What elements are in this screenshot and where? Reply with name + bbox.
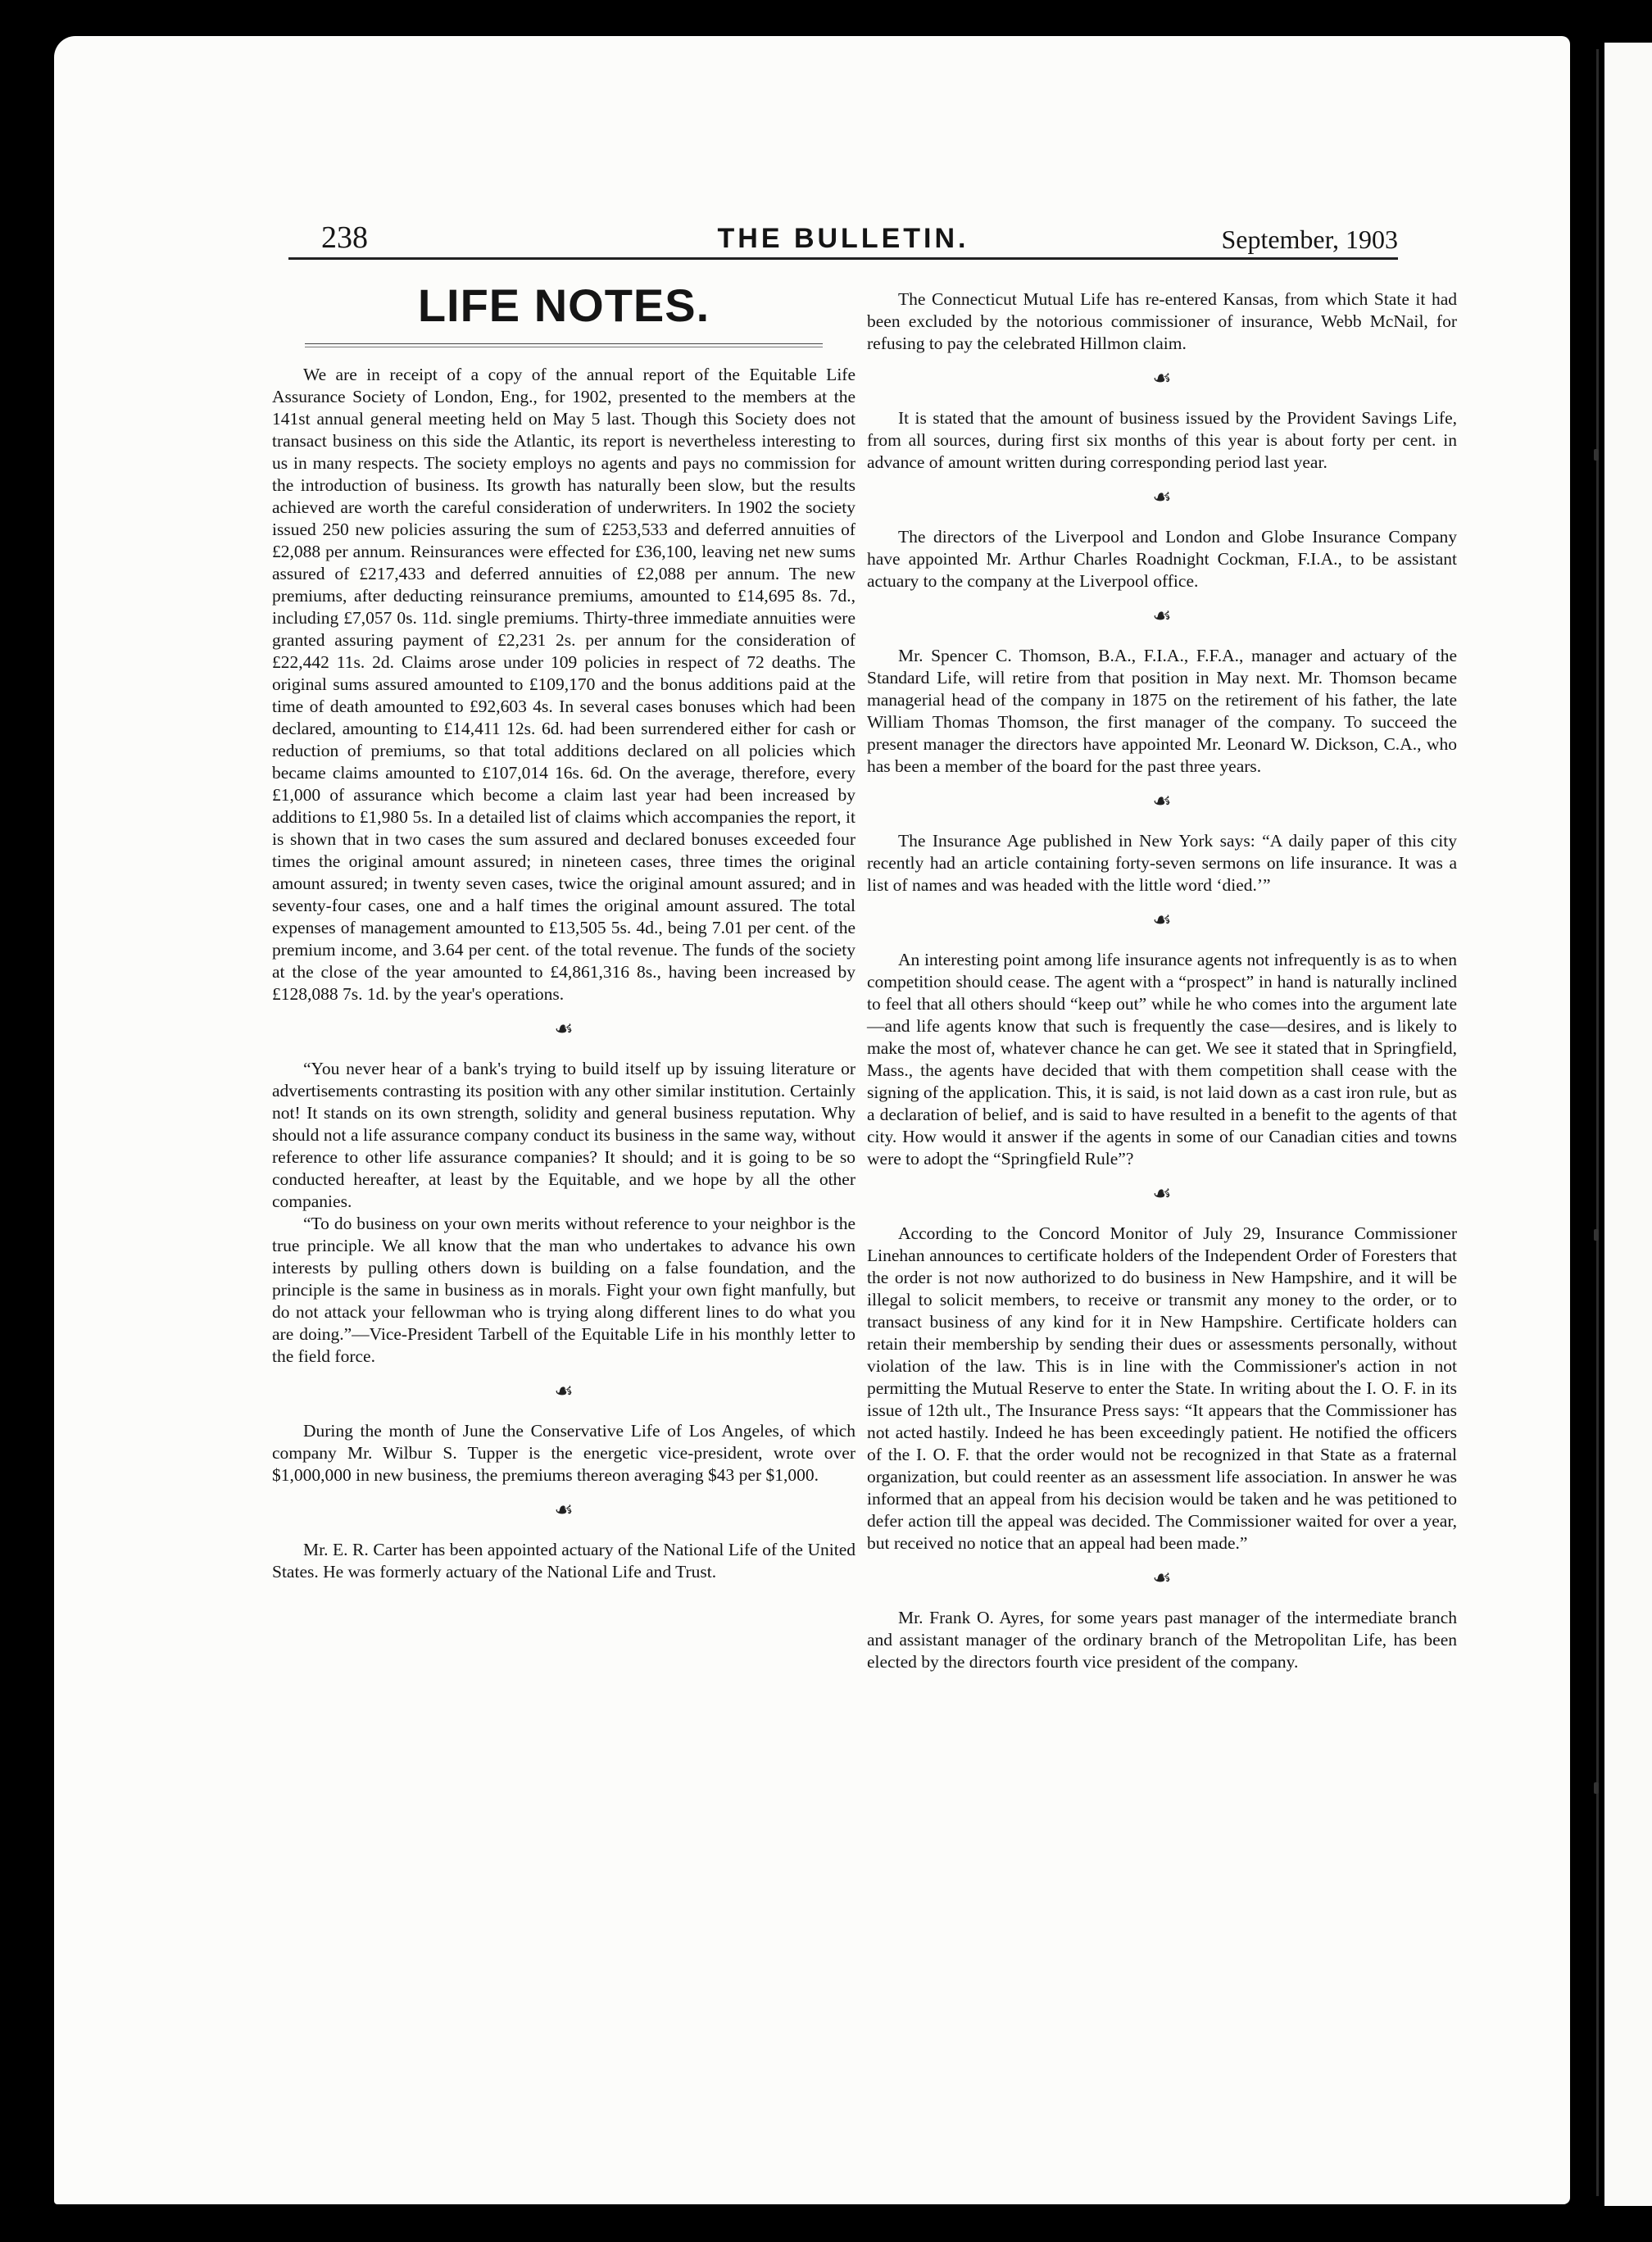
- article-merits-quote: “To do business on your own merits without reference to your neighbor is the true principle. We all know that the man who undertakes to advance his own interests by pulling others down is building on a false foundation, and the principle is the same in business as in morals. Fight your own fight manfully, but do not attack your fellowman who is trying along different lines to do what you are doing.”—Vice-President Tarbell of the Equitable Life in his monthly letter to the field force.: [272, 1214, 856, 1366]
- edge-mark: [1594, 1782, 1599, 1794]
- left-column: [272, 279, 856, 1583]
- article-insurance-age: The Insurance Age published in New York says: “A daily paper of this city recently had an article containing forty-seven sermons on life insurance. It was a list of names and was headed with the little word ‘died.’”: [867, 831, 1457, 895]
- separator-ornament-icon: ☙: [1152, 366, 1172, 390]
- separator-ornament-icon: ☙: [1152, 485, 1172, 509]
- page-edge-strip: [1604, 43, 1652, 2206]
- separator-ornament-icon: ☙: [1152, 604, 1172, 628]
- separator-ornament-icon: ☙: [1152, 789, 1172, 813]
- separator-ornament-icon: ☙: [1152, 908, 1172, 932]
- article-bank-quote: “You never hear of a bank's trying to build itself up by issuing literature or advertisements contrasting its position with any other similar institution. Certainly not! It stands on its own strength, solidity and general business reputation. Why should not a life assurance company conduct its business in the same way, without reference to other life assurance companies? It should; and it is going to be so conducted hereafter, at least by the Equitable, and we hope by all the other companies.: [272, 1059, 856, 1211]
- edge-mark: [1594, 449, 1599, 461]
- publication-title: THE BULLETIN.: [717, 223, 969, 254]
- article-springfield-rule: An interesting point among life insurance agents not infrequently is as to when competition should cease. The agent with a “prospect” in hand is naturally inclined to feel that all others should “keep out” while he who comes into the argument late—and life agents know that such is frequently the case—desires, and is likely to make the most of, whatever chance he can get. We see it stated that in Springfield, Mass., the agents have decided that with them competition shall cease with the signing of the application. This, it is said, is not laid down as a cast iron rule, but as a declaration of belief, and is said to have resulted in a benefit to the agents of that city. How would it answer if the agents in some of our Canadian cities and towns were to adopt the “Springfield Rule”?: [867, 950, 1457, 1169]
- page-number: 238: [321, 220, 368, 255]
- page-header: [288, 220, 1398, 260]
- article-connecticut-mutual: The Connecticut Mutual Life has re-entered Kansas, from which State it had been excluded by the notorious commissioner of insurance, Webb McNail, for refusing to pay the celebrated Hillmon claim.: [867, 289, 1457, 353]
- separator-ornament-icon: ☙: [1152, 1182, 1172, 1205]
- article-carter-actuary: Mr. E. R. Carter has been appointed actuary of the National Life of the United States. He was formerly actuary of the National Life and Trust.: [272, 1540, 856, 1582]
- article-conservative-life: During the month of June the Conservative Life of Los Angeles, of which company Mr. Wilbur S. Tupper is the energetic vice-president, wrote over $1,000,000 in new business, the premiums thereon averaging $43 per $1,000.: [272, 1421, 856, 1485]
- page-edge-line: [1596, 49, 1599, 2196]
- separator-ornament-icon: ☙: [554, 1017, 574, 1041]
- separator-ornament-icon: ☙: [1152, 1566, 1172, 1590]
- title-rule: [305, 343, 823, 347]
- article-equitable-report: We are in receipt of a copy of the annual report of the Equitable Life Assurance Society of London, Eng., for 1902, presented to the members at the 141st annual general meeting held on May 5 last. Though this Society does not transact business on this side the Atlantic, its report is nevertheless interesting to us in many respects. The society employs no agents and pays no commission for the introduction of business. Its growth has naturally been slow, but the results achieved are worth the careful consideration of underwriters. In 1902 the society issued 250 new policies assuring the sum of £253,533 and deferred annuities of £2,088 per annum. Reinsurances were effected for £36,100, leaving net new sums assured of £217,433 and deferred annuities of £2,088 per annum. The new premiums, after deducting reinsurance premiums, amounted to £14,695 8s. 7d., including £7,057 0s. 11d. single premiums. Thirty-three immediate annuities were granted assuring payment of £2,231 2s. per annum for the consideration of £22,442 11s. 2d. Claims arose under 109 policies in respect of 72 deaths. The original sums assured amounted to £109,170 and the bonus additions paid at the time of death amounted to £92,603 4s. In several cases bonuses which had been declared, amounting to £14,411 12s. 6d. had been surrendered either for cash or reduction of premiums, so that total additions declared on all policies which became claims amounted to £107,014 16s. 6d. On the average, therefore, every £1,000 of assurance which become a claim last year had been increased by additions to £1,980 5s. In a detailed list of claims which accompanies the report, it is shown that in two cases the sum assured and declared bonuses exceeded four times the original amount assured; in nineteen cases, three times the original amount assured; in twenty seven cases, twice the original amount assured; and in seventy-four cases, one and a half times the original amount assured. The total expenses of management amounted to £13,505 5s. 4d., being 7.01 per cent. of the premium income, and 3.64 per cent. of the total revenue. The funds of the society at the close of the year amounted to £4,861,316 8s., having been increased by £128,088 7s. 1d. by the year's operations.: [272, 365, 856, 1004]
- article-liverpool-london-globe: The directors of the Liverpool and London and Globe Insurance Company have appointed Mr. Arthur Charles Roadnight Cockman, F.I.A., to be assistant actuary to the company at the Liverpool office.: [867, 527, 1457, 591]
- right-column: [867, 288, 1457, 1673]
- separator-ornament-icon: ☙: [554, 1379, 574, 1403]
- separator-ornament-icon: ☙: [554, 1498, 574, 1522]
- edge-mark: [1594, 1229, 1599, 1241]
- article-frank-ayres: Mr. Frank O. Ayres, for some years past manager of the intermediate branch and assistant manager of the ordinary branch of the Metropolitan Life, has been elected by the directors fourth vice president of the company.: [867, 1608, 1457, 1672]
- issue-date: September, 1903: [1221, 225, 1398, 254]
- article-concord-monitor: According to the Concord Monitor of July 29, Insurance Commissioner Linehan announces to certificate holders of the Independent Order of Foresters that the order is not now authorized to do business in New Hampshire, and it will be illegal to solicit members, to receive or transmit any money to the order, or to transact business of any kind for it in New Hampshire. Certificate holders can retain their membership by sending their dues or assessments personally, without violation of the law. This is in line with the Commissioner's action in not permitting the Mutual Reserve to enter the State. In writing about the I. O. F. in its issue of 12th ult., The Insurance Press says: “It appears that the Commissioner has not acted hastily. Indeed he has been exceedingly patient. He notified the officers of the I. O. F. that the order would not be recognized in that State as a fraternal organization, but could reenter as an assessment life association. In answer he was informed that an appeal from his decision would be taken and he was petitioned to defer action till the appeal was decided. The Commissioner waited for over a year, but received no notice that an appeal had been made.”: [867, 1223, 1457, 1553]
- section-title: LIFE NOTES.: [417, 279, 710, 331]
- article-provident-savings: It is stated that the amount of business issued by the Provident Savings Life, from all sources, during first six months of this year is about forty per cent. in advance of amount written during corresponding period last year.: [867, 408, 1457, 472]
- article-standard-life: Mr. Spencer C. Thomson, B.A., F.I.A., F.F.A., manager and actuary of the Standard Life, will retire from that position in May next. Mr. Thomson became managerial head of the company in 1875 on the retirement of his father, the late William Thomas Thomson, the first manager of the company. To succeed the present manager the directors have appointed Mr. Leonard W. Dickson, C.A., who has been a member of the board for the past three years.: [867, 646, 1457, 776]
